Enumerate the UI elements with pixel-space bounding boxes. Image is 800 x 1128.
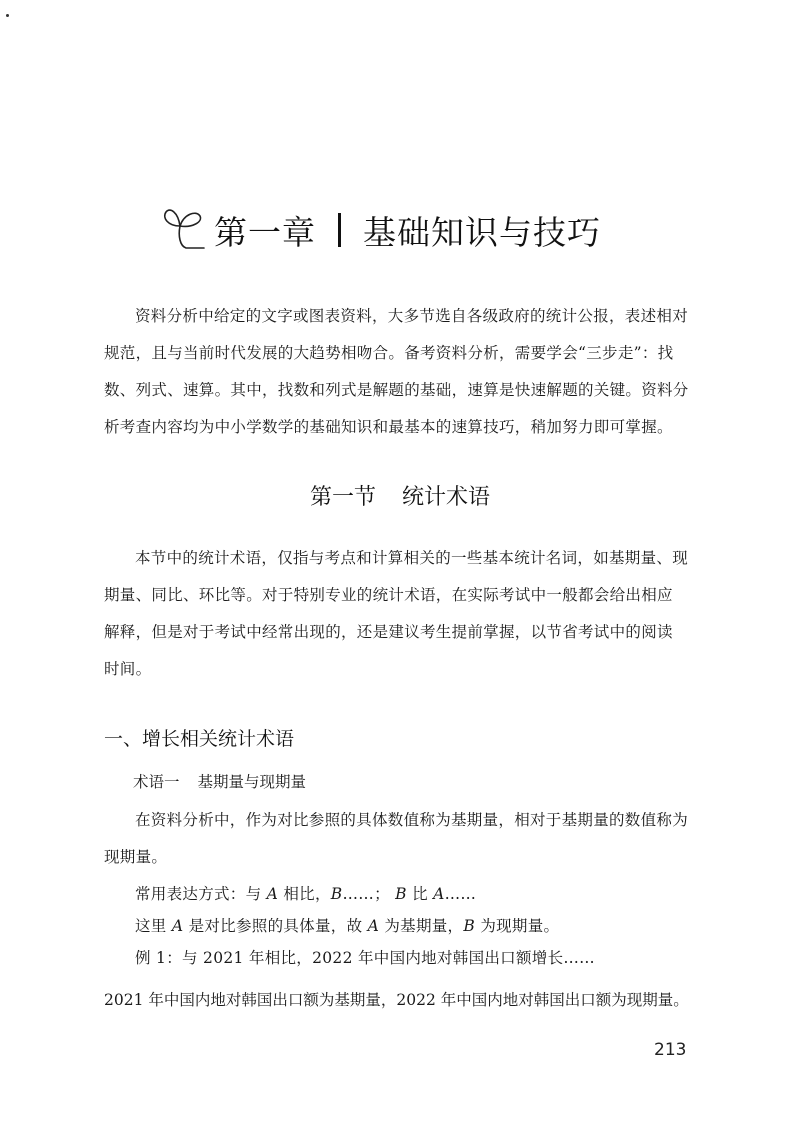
chapter-number: 第一章 <box>214 212 316 252</box>
example-explanation: 2021 年中国内地对韩国出口额为基期量，2022 年中国内地对韩国出口额为现期量。 <box>104 991 689 1009</box>
var-a: A <box>433 885 445 903</box>
intro-line: 规范，且与当前时代发展的大趋势相吻合。备考资料分析，需要学会“三步走”：找 <box>104 344 674 362</box>
term-label: 术语一 <box>133 773 180 791</box>
expression-text: ……； <box>342 885 390 903</box>
var-b: B <box>395 885 407 903</box>
section-intro-line: 解释，但是对于考试中经常出现的，还是建议考生提前掌握，以节省考试中的阅读 <box>104 623 673 641</box>
expression-text: 比 <box>412 885 428 903</box>
explanation-text: 为现期量。 <box>480 917 560 935</box>
page-number: 213 <box>654 1040 687 1060</box>
var-a: A <box>266 885 279 903</box>
definition-paragraph <box>104 802 696 876</box>
term-title: 基期量与现期量 <box>197 773 307 791</box>
explanation-line <box>135 914 559 936</box>
var-b: B <box>330 885 343 903</box>
explanation-text: 是对比参照的具体量，故 <box>188 917 363 935</box>
intro-paragraph <box>104 298 696 446</box>
expression-line <box>135 882 476 904</box>
chapter-subtitle: 基础知识与技巧 <box>363 212 601 252</box>
explanation-text: 为基期量， <box>384 917 464 935</box>
section-intro-line: 时间。 <box>104 660 152 678</box>
example-label: 例 1： <box>135 949 182 967</box>
chapter-divider <box>338 213 341 247</box>
section-title <box>0 480 800 511</box>
var-a: A <box>171 917 184 935</box>
definition-line: 在资料分析中，作为对比参照的具体数值称为基期量，相对于基期量的数值称为 <box>135 811 689 829</box>
definition-line: 现期量。 <box>104 848 168 866</box>
example-text: 与 2021 年相比，2022 年中国内地对韩国出口额增长…… <box>182 949 595 967</box>
section-number: 第一节 <box>309 485 376 510</box>
expression-prefix: 常用表达方式：与 <box>135 885 262 903</box>
expression-text: 相比， <box>283 885 331 903</box>
section-intro-paragraph <box>104 540 696 688</box>
section-intro-line: 本节中的统计术语，仅指与考点和计算相关的一些基本统计名词，如基期量、现 <box>135 549 689 567</box>
subsection-heading: 一、增长相关统计术语 <box>104 728 295 750</box>
chapter-header <box>160 198 601 262</box>
intro-line: 数、列式、速算。其中，找数和列式是解题的基础，速算是快速解题的关键。资料分 <box>104 381 689 399</box>
var-a: A <box>367 917 380 935</box>
scan-speck <box>6 14 9 17</box>
var-b: B <box>463 917 476 935</box>
intro-line: 资料分析中给定的文字或图表资料，大多节选自各级政府的统计公报，表述相对 <box>135 307 689 325</box>
example-line <box>135 946 595 968</box>
section-intro-line: 期量、同比、环比等。对于特别专业的统计术语，在实际考试中一般都会给出相应 <box>104 586 673 604</box>
term-heading <box>133 770 306 792</box>
intro-line: 析考查内容均为中小学数学的基础知识和最基本的速算技巧，稍加努力即可掌握。 <box>104 418 673 436</box>
section-name: 统计术语 <box>402 485 491 510</box>
explanation-text: 这里 <box>135 917 167 935</box>
sprout-icon <box>160 204 206 256</box>
expression-text: …… <box>444 885 477 903</box>
